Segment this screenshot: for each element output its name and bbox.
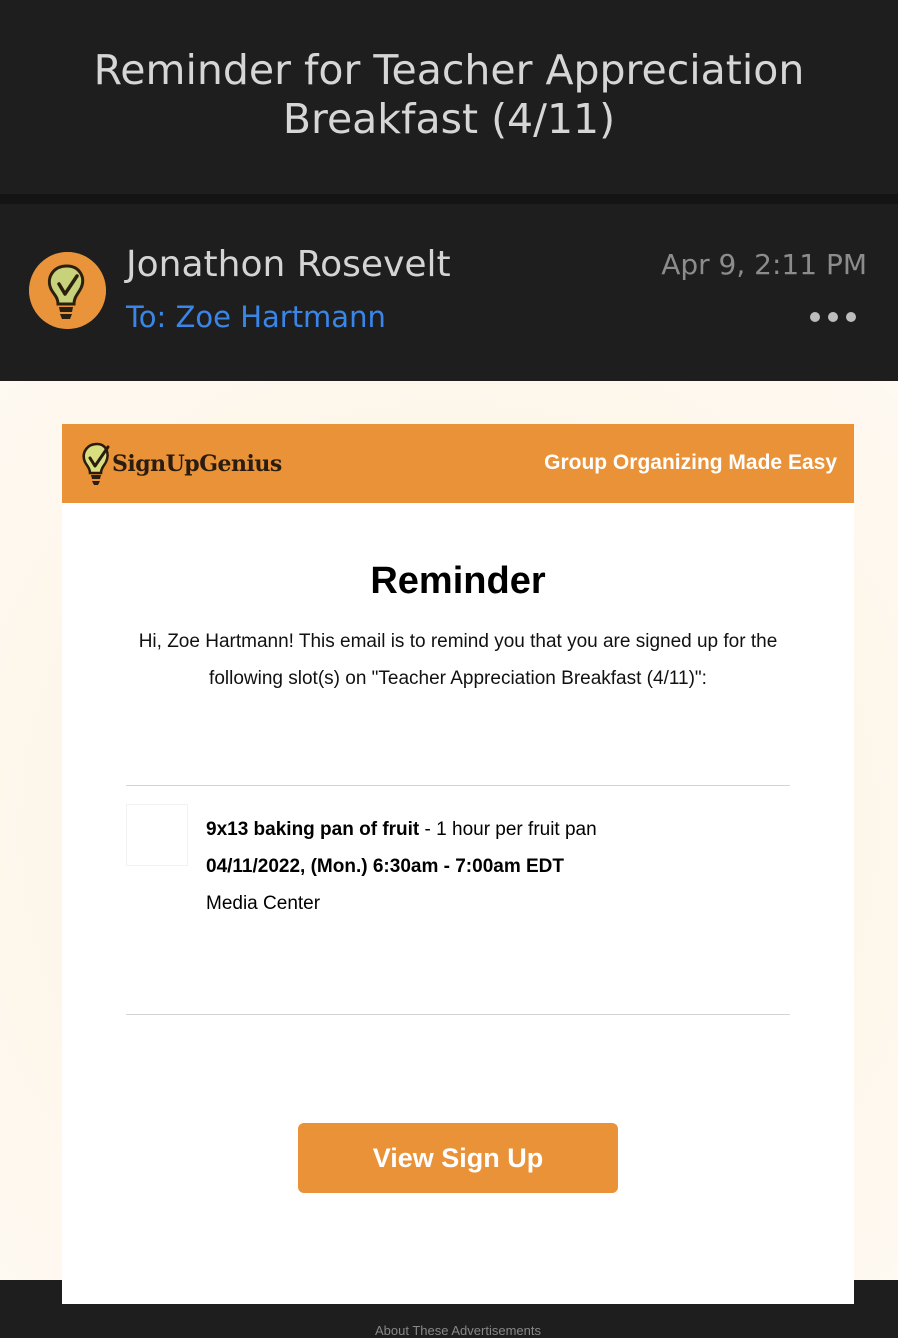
slot-image-placeholder xyxy=(126,804,188,866)
signupgenius-logo[interactable] xyxy=(78,441,282,487)
recipient-line[interactable]: To: Zoe Hartmann xyxy=(126,300,386,334)
dot xyxy=(846,312,856,322)
sender-name[interactable]: Jonathon Rosevelt xyxy=(126,244,451,285)
slot-details xyxy=(206,811,597,922)
logo-text: SignUpGenius xyxy=(112,451,282,477)
dot xyxy=(828,312,838,322)
reminder-title: Reminder xyxy=(370,560,546,602)
dot xyxy=(810,312,820,322)
lightbulb-logo-icon xyxy=(29,252,106,329)
email-card xyxy=(62,424,854,1338)
lightbulb-logo-icon xyxy=(78,441,114,487)
email-subject: Reminder for Teacher Appreciation Breakfast (4/11) xyxy=(93,46,805,143)
ads-note[interactable]: About These Advertisements xyxy=(375,1323,541,1338)
message-header xyxy=(0,204,898,381)
email-date: Apr 9, 2:11 PM xyxy=(661,248,867,281)
slot-datetime-text: 04/11/2022, (Mon.) 6:30am - 7:00am EDT xyxy=(206,856,564,877)
bottom-divider xyxy=(126,1014,790,1015)
brand-bar xyxy=(62,424,854,503)
top-divider xyxy=(126,785,790,786)
slot-location: Media Center xyxy=(206,893,321,914)
card-body xyxy=(62,558,854,1338)
sender-avatar[interactable] xyxy=(29,252,106,329)
intro-text: Hi, Zoe Hartmann! This email is to remind you that you are signed up for the following slot(s) on "Teacher Appreciation Breakfast (4/11)": xyxy=(138,631,778,689)
view-sign-up-button[interactable]: View Sign Up xyxy=(298,1123,618,1193)
slot-datetime xyxy=(206,848,597,885)
slot-item: 9x13 baking pan of fruit xyxy=(206,819,420,840)
email-body-area xyxy=(0,381,898,1338)
more-options-icon[interactable] xyxy=(810,312,856,322)
brand-tagline: Group Organizing Made Easy xyxy=(544,451,837,474)
slot-item-note: - 1 hour per fruit pan xyxy=(419,819,597,840)
header-divider xyxy=(0,194,898,204)
subject-bar xyxy=(0,0,898,194)
slot-item-line xyxy=(206,811,597,848)
